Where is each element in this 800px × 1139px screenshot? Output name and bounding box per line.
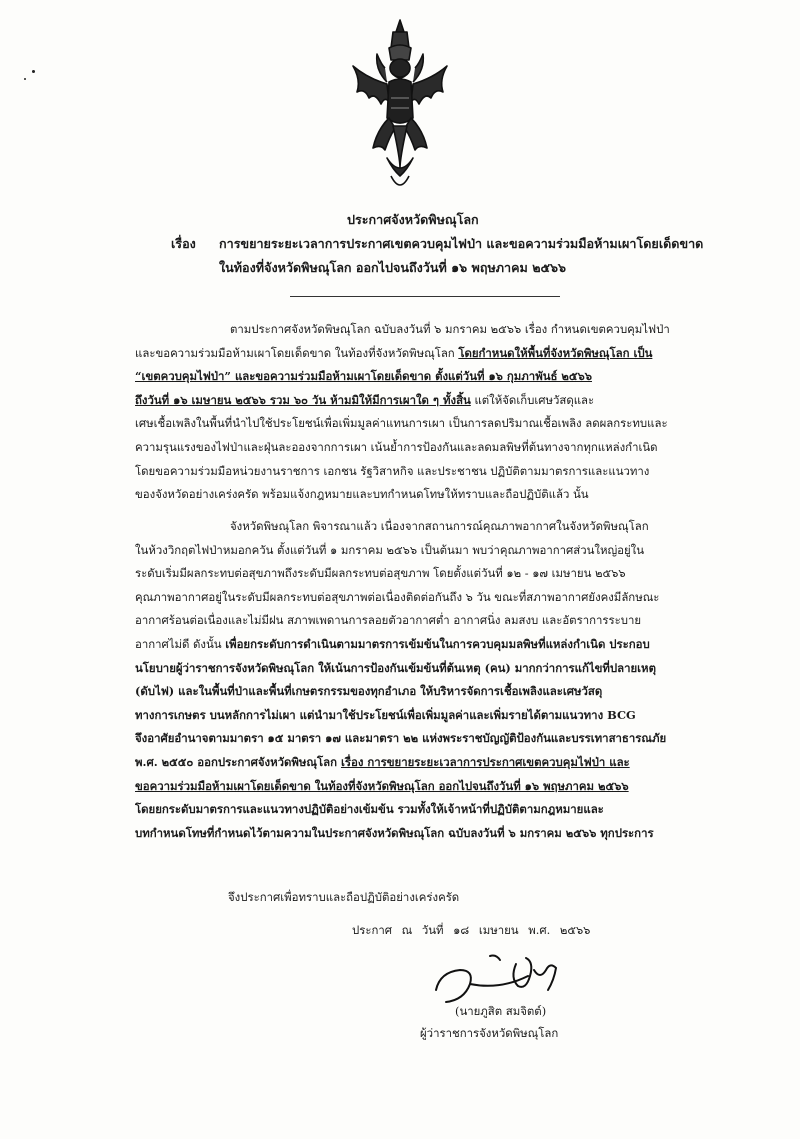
date-announced-label: ประกาศ	[352, 923, 392, 937]
date-year: พ.ศ. ๒๕๖๖	[528, 923, 591, 937]
date-day: ๑๘	[453, 923, 470, 937]
text-segment: อากาศไม่ดี ดังนั้น	[135, 636, 222, 651]
text-line: ความรุนแรงของไฟป่าและฝุ่นละอองจากการเผา เน้นย้ำการป้องกันและลดมลพิษที่ต้นทางจากทุกแหล่งกำเนิด	[135, 439, 658, 454]
subject-label: เรื่อง	[171, 236, 196, 251]
text-line-bold: ทางการเกษตร บนหลักการไม่เผา แต่นำมาใช้ประโยชน์เพื่อเพิ่มมูลค่าและเพิ่มรายได้ตามแนวทาง BCG	[135, 707, 636, 722]
text-line	[135, 751, 733, 775]
text-segment-bold: ถึงวันที่ ๑๖ เมษายน ๒๕๖๖ รวม ๖๐ วัน ห้ามมิให้มีการเผาใด ๆ ทั้งสิ้น	[135, 392, 471, 407]
closing-statement: จึงประกาศเพื่อทราบและถือปฏิบัติอย่างเคร่งครัด	[228, 890, 460, 904]
text-line: คุณภาพอากาศอยู่ในระดับมีผลกระทบต่อสุขภาพต่อเนื่องติดต่อกันถึง ๖ วัน ขณะที่สภาพอากาศยังคงมีลักษณะ	[135, 589, 660, 604]
issuer-title: ประกาศจังหวัดพิษณุโลก	[347, 212, 479, 227]
garuda-emblem-icon	[347, 18, 453, 196]
text-line: ของจังหวัดอย่างเคร่งครัด พร้อมแจ้งกฎหมายและบทกำหนดโทษให้ทราบและถือปฏิบัติแล้ว นั้น	[135, 487, 589, 502]
signatory-position: ผู้ว่าราชการจังหวัดพิษณุโลก	[420, 1026, 559, 1040]
date-at-label: ณ	[401, 923, 413, 937]
text-segment: และขอความร่วมมือห้ามเผาโดยเด็ดขาด ในท้องที่จังหวัดพิษณุโลก	[135, 345, 455, 360]
text-line-bold: โดยยกระดับมาตรการและแนวทางปฏิบัติอย่างเข้มข้น รวมทั้งให้เจ้าหน้าที่ปฏิบัติตามกฎหมายและ	[135, 802, 604, 817]
text-line	[135, 633, 733, 657]
date-month: เมษายน	[478, 923, 519, 937]
text-line: ในห้วงวิกฤตไฟป่าหมอกควัน ตั้งแต่วันที่ ๑ มกราคม ๒๕๖๖ เป็นต้นมา พบว่าคุณภาพอากาศส่วนใหญ่อยู่ใน	[135, 542, 645, 557]
header-divider	[290, 296, 560, 297]
text-segment-bold: พ.ศ. ๒๕๕๐ ออกประกาศจังหวัดพิษณุโลก	[135, 754, 337, 769]
text-line: อากาศร้อนต่อเนื่องและไม่มีฝน สภาพเพดานการลอยตัวอากาศต่ำ อากาศนิ่ง ลมสงบ และอัตราการระบาย	[135, 613, 642, 628]
text-line-bold: “เขตควบคุมไฟป่า” และขอความร่วมมือห้ามเผาโดยเด็ดขาด ตั้งแต่วันที่ ๑๖ กุมภาพันธ์ ๒๕๖๖	[135, 369, 592, 384]
text-line: เศษเชื้อเพลิงในพื้นที่นำไปใช้ประโยชน์เพื่อเพิ่มมูลค่าแทนการเผา เป็นการลดปริมาณเชื้อเพลิง ลดผลกระทบและ	[135, 416, 668, 431]
text-line-bold: จึงอาศัยอำนาจตามมาตรา ๑๕ มาตรา ๑๗ และมาตรา ๒๒ แห่งพระราชบัญญัติป้องกันและบรรเทาสาธารณภัย	[135, 731, 667, 746]
signatory-name: (นายภูสิต สมจิตต์)	[455, 1004, 547, 1018]
scan-speck	[32, 70, 35, 73]
text-line	[135, 342, 733, 366]
text-line	[135, 389, 733, 413]
date-day-label: วันที่	[421, 923, 444, 937]
text-line: จังหวัดพิษณุโลก พิจารณาแล้ว เนื่องจากสถานการณ์คุณภาพอากาศในจังหวัดพิษณุโลก	[230, 519, 649, 533]
text-segment-underlined: เรื่อง การขยายระยะเวลาการประกาศเขตควบคุมไฟป่า และ	[340, 754, 630, 769]
text-segment-bold: โดยกำหนดให้พื้นที่จังหวัดพิษณุโลก เป็น	[458, 345, 653, 360]
text-line: ตามประกาศจังหวัดพิษณุโลก ฉบับลงวันที่ ๖ มกราคม ๒๕๖๖ เรื่อง กำหนดเขตควบคุมไฟป่า	[230, 322, 670, 336]
paragraph-1	[135, 318, 733, 507]
text-segment-bold: เพื่อยกระดับการดำเนินตามมาตรการเข้มข้นในการควบคุมมลพิษที่แหล่งกำเนิด ประกอบ	[225, 636, 650, 651]
subject-line-1: การขยายระยะเวลาการประกาศเขตควบคุมไฟป่า และขอความร่วมมือห้ามเผาโดยเด็ดขาด	[219, 236, 704, 251]
text-line: โดยขอความร่วมมือหน่วยงานราชการ เอกชน รัฐวิสาหกิจ และประชาชน ปฏิบัติตามมาตรการและแนวทาง	[135, 463, 650, 478]
subject-line-2: ในท้องที่จังหวัดพิษณุโลก ออกไปจนถึงวันที่ ๑๖ พฤษภาคม ๒๕๖๖	[219, 260, 567, 275]
announcement-date	[352, 922, 590, 940]
text-line-bold: (ดับไฟ) และในพื้นที่ป่าและพื้นที่เกษตรกรรมของทุกอำเภอ ให้บริหารจัดการเชื้อเพลิงและเศษวัสดุ	[135, 684, 603, 699]
text-line-bold: บทกำหนดโทษที่กำหนดไว้ตามความในประกาศจังหวัดพิษณุโลก ฉบับลงวันที่ ๖ มกราคม ๒๕๖๖ ทุกประการ	[135, 825, 654, 840]
text-line-bold: ขอความร่วมมือห้ามเผาโดยเด็ดขาด ในท้องที่จังหวัดพิษณุโลก ออกไปจนถึงวันที่ ๑๖ พฤษภาคม ๒๕๖๖	[135, 778, 629, 793]
text-line: ระดับเริ่มมีผลกระทบต่อสุขภาพถึงระดับมีผลกระทบต่อสุขภาพ โดยตั้งแต่วันที่ ๑๒ - ๑๗ เมษายน ๒๕๖๖	[135, 566, 626, 581]
text-line-bold: นโยบายผู้ว่าราชการจังหวัดพิษณุโลก ให้เน้นการป้องกันเข้มข้นที่ต้นเหตุ (คน) มากกว่าการแก้ไขที่ปลายเหตุ	[135, 660, 656, 675]
paragraph-2	[135, 515, 733, 845]
text-segment: แต่ให้จัดเก็บเศษวัสดุและ	[474, 392, 595, 407]
scan-speck	[24, 78, 26, 80]
